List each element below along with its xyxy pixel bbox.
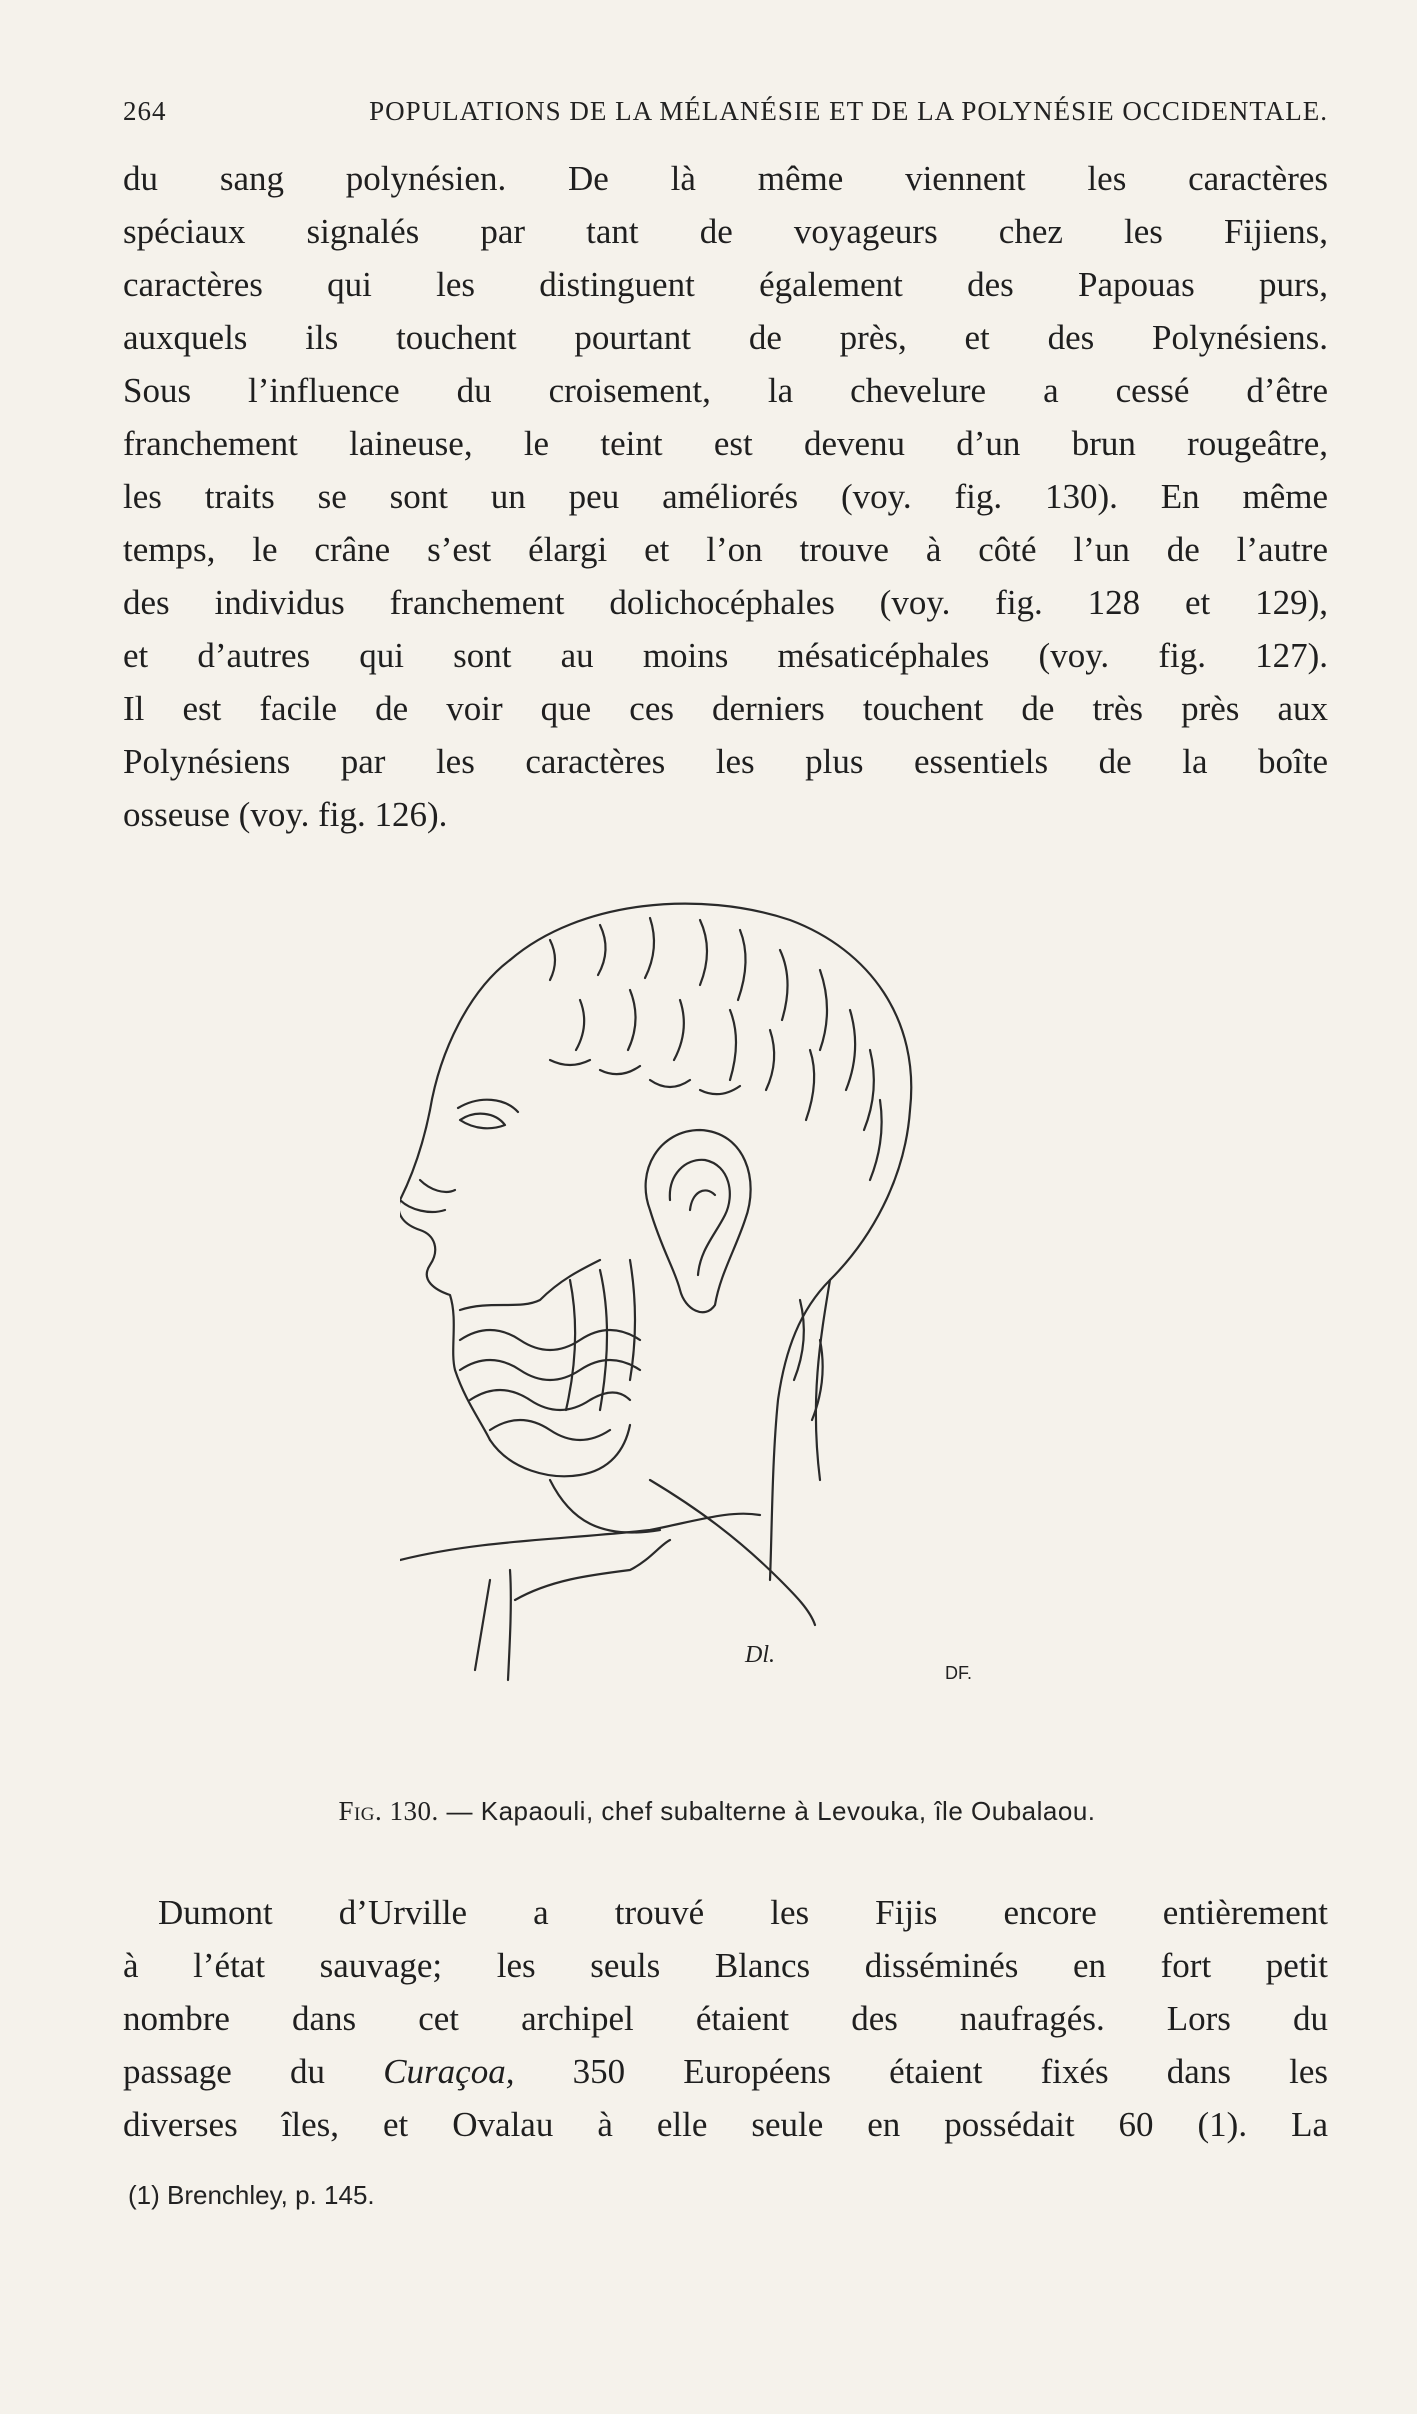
figure-caption-text: — Kapaouli, chef subalterne à Levouka, île Oubalaou. [446, 1796, 1096, 1826]
head-profile-engraving [400, 880, 1060, 1760]
text-line: à l’état sauvage; les seuls Blancs disséminés en fort petit [123, 1946, 1328, 1985]
text-segment: passage du [123, 2052, 384, 2091]
text-line: temps, le crâne s’est élargi et l’on trouve à côté l’un de l’autre [123, 530, 1328, 569]
text-line: et d’autres qui sont au moins mésaticéphales (voy. fig. 127). [123, 636, 1328, 675]
text-line: diverses îles, et Ovalau à elle seule en possédait 60 (1). La [123, 2105, 1328, 2144]
text-line: nombre dans cet archipel étaient des naufragés. Lors du [123, 1999, 1328, 2038]
engraver-signature-right: DF. [945, 1663, 972, 1683]
figure-label: Fig. 130. [338, 1796, 439, 1826]
text-line: Sous l’influence du croisement, la chevelure a cessé d’être [123, 371, 1328, 410]
text-line [123, 2045, 1328, 2098]
text-line: Dumont d’Urville a trouvé les Fijis encore entièrement [158, 1893, 1328, 1932]
figure-caption [262, 1796, 1172, 1827]
text-line: des individus franchement dolichocéphales (voy. fig. 128 et 129), [123, 583, 1328, 622]
paragraph-2 [123, 1886, 1328, 2151]
text-line: Il est facile de voir que ces derniers touchent de très près aux [123, 689, 1328, 728]
text-line: osseuse (voy. fig. 126). [123, 795, 448, 834]
figure-illustration [400, 880, 1060, 1760]
running-head-title: POPULATIONS DE LA MÉLANÉSIE ET DE LA POLYNÉSIE OCCIDENTALE. [369, 96, 1328, 126]
text-line: franchement laineuse, le teint est devenu d’un brun rougeâtre, [123, 424, 1328, 463]
text-line: du sang polynésien. De là même viennent les caractères [123, 159, 1328, 198]
page-number: 264 [123, 96, 167, 126]
text-line: auxquels ils touchent pourtant de près, et des Polynésiens. [123, 318, 1328, 357]
ship-name: Curaçoa, [383, 2052, 515, 2091]
text-line: spéciaux signalés par tant de voyageurs chez les Fijiens, [123, 212, 1328, 251]
engraver-signature-left: Dl. [745, 1642, 775, 1668]
running-head [123, 96, 1328, 127]
text-line: les traits se sont un peu améliorés (voy. fig. 130). En même [123, 477, 1328, 516]
text-segment: 350 Européens étaient fixés dans les [514, 2052, 1328, 2091]
footnote: (1) Brenchley, p. 145. [128, 2180, 375, 2210]
text-line: caractères qui les distinguent également des Papouas purs, [123, 265, 1328, 304]
text-line: Polynésiens par les caractères les plus essentiels de la boîte [123, 742, 1328, 781]
paragraph-1 [123, 152, 1328, 841]
